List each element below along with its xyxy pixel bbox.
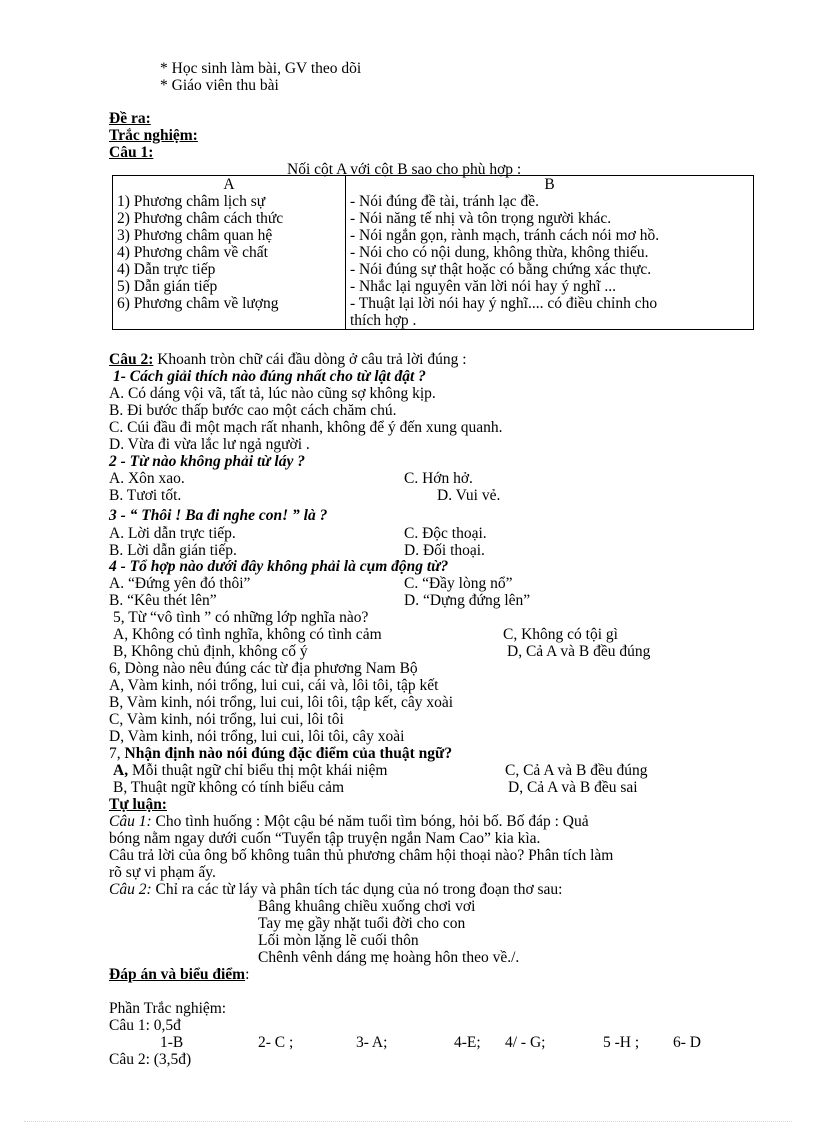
q1-option-c: C. Cúi đầu đi một mạch rất nhanh, không để ý đến xung quanh. bbox=[109, 419, 503, 436]
column-a-header: A bbox=[223, 176, 235, 193]
q7-option-a-key: A, bbox=[113, 762, 129, 779]
intro-line-1: * Học sinh làm bài, GV theo dõi bbox=[160, 60, 362, 77]
intro-line-2: * Giáo viên thu bài bbox=[160, 77, 279, 94]
answer-item: 3- A; bbox=[356, 1034, 388, 1051]
column-a-item: 3) Phương châm quan hệ bbox=[117, 227, 273, 244]
q3-option-a: A. Lời dẫn trực tiếp. bbox=[109, 525, 236, 542]
answers-heading bbox=[109, 966, 249, 983]
q7-option-a-text: Mỗi thuật ngữ chỉ biểu thị một khái niệm bbox=[128, 762, 388, 779]
q4-option-a: A. “Đứng yên đó thôi” bbox=[109, 575, 251, 592]
q5-option-c: C, Không có tội gì bbox=[503, 626, 618, 643]
column-a-item: 1) Phương châm lịch sự bbox=[117, 193, 266, 210]
heading-de-ra: Đề ra: bbox=[109, 110, 151, 127]
column-b-item: - Nói ngắn gọn, rành mạch, tránh cách nói mơ hồ. bbox=[350, 227, 660, 244]
q4-option-b: B. “Kêu thét lên” bbox=[109, 592, 217, 609]
q3-option-d: D. Đối thoại. bbox=[404, 542, 485, 559]
question-5: 5, Từ “vô tình ” có những lớp nghĩa nào? bbox=[113, 609, 369, 626]
heading-cau-1: Câu 1: bbox=[109, 144, 154, 161]
column-a-item: 5) Dẫn gián tiếp bbox=[117, 278, 218, 295]
question-6: 6, Dòng nào nêu đúng các từ địa phương Nam Bộ bbox=[109, 660, 418, 677]
column-b-item: - Thuật lại lời nói hay ý nghĩ.... có điều chỉnh cho bbox=[350, 295, 658, 312]
cau2-heading bbox=[109, 351, 467, 368]
tu-luan-heading: Tự luận: bbox=[109, 796, 167, 813]
q5-option-d: D, Cả A và B đều đúng bbox=[507, 643, 651, 660]
q3-option-c: C. Độc thoại. bbox=[404, 525, 487, 542]
q2-option-b: B. Tươi tốt. bbox=[109, 487, 182, 504]
q6-option-c: C, Vàm kinh, nói trổng, lui cui, lôi tôi bbox=[109, 711, 344, 728]
q7-option-d: D, Cả A và B đều sai bbox=[508, 779, 638, 796]
poem-line: Chênh vênh dáng mẹ hoàng hôn theo về./. bbox=[258, 949, 520, 966]
column-b-item: - Nói cho có nội dung, không thừa, không thiếu. bbox=[350, 244, 649, 261]
q7-option-c: C, Cả A và B đều đúng bbox=[505, 762, 648, 779]
heading-trac-nghiem: Trắc nghiệm: bbox=[109, 127, 198, 144]
cau2-label: Câu 2: bbox=[109, 351, 154, 368]
column-a bbox=[113, 176, 346, 330]
question-1: 1- Cách giải thích nào đúng nhất cho từ lật đật ? bbox=[113, 368, 426, 385]
answer-item: 4/ - G; bbox=[505, 1034, 546, 1051]
essay-1-label: Câu 1: bbox=[109, 813, 152, 830]
answer-item: 2- C ; bbox=[258, 1034, 294, 1051]
question-3: 3 - “ Thôi ! Ba đi nghe con! ” là ? bbox=[109, 507, 328, 524]
poem-line: Lối mòn lặng lẽ cuối thôn bbox=[258, 932, 419, 949]
question-2: 2 - Từ nào không phải từ láy ? bbox=[109, 453, 305, 470]
q5-option-a: A, Không có tình nghĩa, không có tình cảm bbox=[113, 626, 382, 643]
essay-1-line-2: bóng nằm ngay dưới cuốn “Tuyển tập truyện ngắn Nam Cao” kia kìa. bbox=[109, 830, 541, 847]
q5-option-b: B, Không chủ định, không cố ý bbox=[113, 643, 308, 660]
answers-cau-1: Câu 1: 0,5đ bbox=[109, 1017, 181, 1034]
essay-2-label: Câu 2: bbox=[109, 881, 152, 898]
q3-option-b: B. Lời dẫn gián tiếp. bbox=[109, 542, 237, 559]
answers-part: Phần Trắc nghiệm: bbox=[109, 1000, 227, 1017]
column-b-item: - Nhắc lại nguyên văn lời nói hay ý nghĩ ... bbox=[350, 278, 617, 295]
essay-1-line-1 bbox=[109, 813, 589, 830]
answers-cau-2: Câu 2: (3,5đ) bbox=[109, 1051, 192, 1068]
essay-1-text-1: Cho tình huống : Một cậu bé năm tuổi tìm bóng, hỏi bố. Bố đáp : Quả bbox=[151, 813, 589, 830]
q1-option-b: B. Đi bước thấp bước cao một cách chăm chú. bbox=[109, 402, 397, 419]
q2-option-d: D. Vui vẻ. bbox=[437, 487, 501, 504]
q7-text: Nhận định nào nói đúng đặc điểm của thuật ngữ? bbox=[124, 745, 453, 762]
column-b-item: - Nói năng tế nhị và tôn trọng người khác. bbox=[350, 210, 612, 227]
q2-option-a: A. Xôn xao. bbox=[109, 470, 185, 487]
column-a-item: 4) Dẫn trực tiếp bbox=[117, 261, 216, 278]
column-b-item: thích hợp . bbox=[350, 312, 417, 329]
answer-item: 6- D bbox=[673, 1034, 701, 1051]
question-7 bbox=[109, 745, 452, 762]
cau1-instruction: Nối cột A với cột B sao cho phù hợp : bbox=[287, 161, 522, 178]
answer-item: 1-B bbox=[160, 1034, 184, 1051]
q6-option-a: A, Vàm kinh, nói trổng, lui cui, cái và, lôi tôi, tập kết bbox=[109, 677, 439, 694]
q7-number: 7, bbox=[109, 745, 125, 762]
q6-option-d: D, Vàm kinh, nói trổng, lui cui, lôi tôi, cây xoài bbox=[109, 728, 405, 745]
column-b-header: B bbox=[544, 176, 555, 193]
page-bottom-divider bbox=[24, 1121, 792, 1122]
poem-line: Bâng khuâng chiều xuống chơi vơi bbox=[258, 898, 476, 915]
q1-option-a: A. Có dáng vội vã, tất tả, lúc nào cũng sợ không kịp. bbox=[109, 385, 436, 402]
answer-item: 4-E; bbox=[454, 1034, 481, 1051]
q4-option-d: D. “Dựng đứng lên” bbox=[404, 592, 531, 609]
essay-1-line-4: rõ sự vi phạm ấy. bbox=[109, 864, 216, 881]
q4-option-c: C. “Đầy lòng nổ” bbox=[404, 575, 513, 592]
column-a-item: 2) Phương châm cách thức bbox=[117, 210, 284, 227]
q7-option-a bbox=[113, 762, 387, 779]
q1-option-d: D. Vừa đi vừa lắc lư ngả người . bbox=[109, 436, 310, 453]
q6-option-b: B, Vàm kinh, nói trổng, lui cui, lôi tôi, tập kết, cây xoài bbox=[109, 694, 454, 711]
essay-1-line-3: Câu trả lời của ông bố không tuân thủ phương châm hội thoại nào? Phân tích làm bbox=[109, 847, 614, 864]
answer-item: 5 -H ; bbox=[603, 1034, 640, 1051]
poem-line: Tay mẹ gầy nhặt tuổi đời cho con bbox=[258, 915, 466, 932]
essay-2-text-1: Chỉ ra các từ láy và phân tích tác dụng của nó trong đoạn thơ sau: bbox=[151, 881, 563, 898]
essay-2-line-1 bbox=[109, 881, 563, 898]
question-4: 4 - Tổ hợp nào dưới đây không phải là cụm động từ? bbox=[109, 558, 449, 575]
column-b-item: - Nói đúng đề tài, tránh lạc đề. bbox=[350, 193, 539, 210]
answers-heading-colon: : bbox=[245, 966, 250, 983]
column-a-item: 4) Phương châm về chất bbox=[117, 244, 268, 261]
column-b bbox=[346, 176, 754, 330]
column-b-item: - Nói đúng sự thật hoặc có bằng chứng xác thực. bbox=[350, 261, 652, 278]
q7-option-b: B, Thuật ngữ không có tính biểu cảm bbox=[113, 779, 345, 796]
column-a-item: 6) Phương châm về lượng bbox=[117, 295, 279, 312]
q2-option-c: C. Hớn hở. bbox=[404, 470, 473, 487]
matching-table bbox=[112, 175, 754, 330]
cau2-instruction: Khoanh tròn chữ cái đầu dòng ở câu trả lời đúng : bbox=[153, 351, 467, 368]
answers-heading-text: Đáp án và biểu điểm bbox=[109, 966, 246, 983]
